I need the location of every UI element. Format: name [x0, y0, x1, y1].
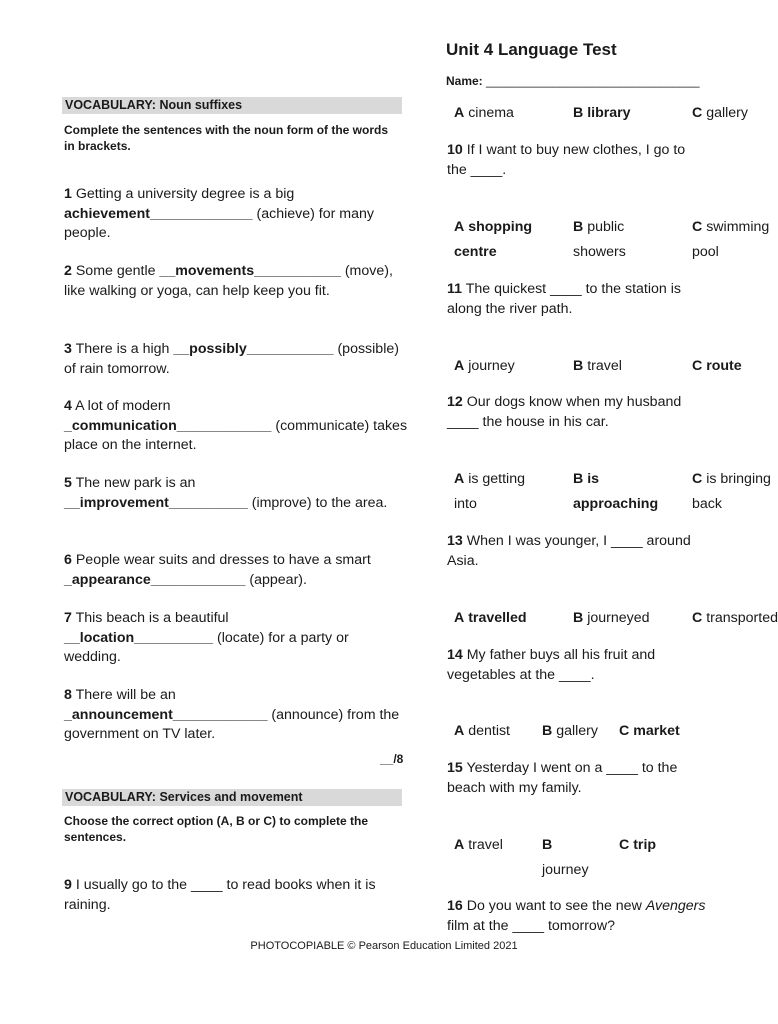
option-12b: B is approaching: [573, 471, 659, 512]
question-number: 1: [64, 186, 72, 202]
question-10: 10 If I want to buy new clothes, I go to the ____.: [447, 142, 686, 178]
option-13b: B journeyed: [573, 610, 650, 626]
option-11a: A journey: [454, 358, 515, 374]
question-7: 7 This beach is a beautiful __location__________ (locate) for a party or wedding.: [64, 610, 349, 665]
option-11b: B travel: [573, 358, 622, 374]
question-1: 1 Getting a university degree is a big achievement_____________ (achieve) for many people.: [64, 186, 374, 241]
option-15b: B journey: [542, 837, 589, 878]
option-14a: A dentist: [454, 723, 511, 739]
section-instructions: Complete the sentences with the noun form of the words in brackets.: [64, 123, 389, 153]
section-heading-noun-suffixes: VOCABULARY: Noun suffixes: [62, 97, 402, 114]
option-12a: A is getting into: [454, 471, 525, 512]
question-4: 4 A lot of modern _communication____________ (communicate) takes place on the internet.: [64, 398, 408, 453]
name-blank: ________________________________: [486, 74, 700, 88]
question-2: 2 Some gentle __movements___________ (move), like walking or yoga, can help keep you fit.: [64, 263, 393, 299]
question-number: 5: [64, 475, 72, 491]
question-number: 4: [64, 398, 72, 414]
question-number: 7: [64, 610, 72, 626]
copyright-footer: PHOTOCOPIABLE © Pearson Education Limited 2021: [250, 940, 518, 952]
option-15c: C trip: [619, 837, 657, 853]
question-13: 13 When I was younger, I ____ around Asia.: [447, 533, 691, 569]
question-number: 14: [447, 647, 463, 663]
question-16: 16 Do you want to see the new Avengers film at the ____ tomorrow?: [447, 898, 706, 934]
section-instructions: Choose the correct option (A, B or C) to complete the sentences.: [64, 814, 369, 844]
option-13a: A travelled: [454, 610, 527, 626]
option-11c: C route: [692, 358, 742, 374]
question-number: 12: [447, 394, 463, 410]
answer: __improvement__________: [64, 494, 248, 511]
question-number: 6: [64, 552, 72, 568]
page-title: Unit 4 Language Test: [446, 40, 617, 59]
question-8: 8 There will be an _announcement____________ (announce) from the government on TV later.: [64, 687, 400, 742]
answer: __location__________: [64, 629, 214, 646]
option-10b: B public showers: [573, 219, 626, 260]
question-number: 15: [447, 760, 463, 776]
question-6: 6 People wear suits and dresses to have a smart _appearance____________ (appear).: [64, 552, 371, 588]
answer: __movements___________: [159, 263, 341, 279]
question-5: 5 The new park is an __improvement__________ (improve) to the area.: [64, 475, 388, 511]
section-score: __/8: [380, 752, 404, 766]
option-9c: C gallery: [692, 105, 748, 121]
question-number: 9: [64, 877, 72, 893]
question-15: 15 Yesterday I went on a ____ to the beach with my family.: [447, 760, 678, 796]
question-number: 13: [447, 533, 463, 549]
section-heading-services-movement: VOCABULARY: Services and movement: [62, 789, 402, 806]
name-field: [446, 74, 700, 88]
option-14b: B gallery: [542, 723, 598, 739]
question-number: 16: [447, 898, 463, 914]
question-9: 9 I usually go to the ____ to read books when it is raining.: [64, 877, 376, 913]
option-10a: A shopping centre: [454, 219, 533, 260]
question-3: 3 There is a high __possibly___________ (possible) of rain tomorrow.: [64, 341, 399, 377]
question-number: 2: [64, 263, 72, 279]
question-11: 11 The quickest ____ to the station is along the river path.: [447, 281, 681, 317]
question-number: 8: [64, 687, 72, 703]
answer: _announcement____________: [64, 706, 268, 723]
name-label: Name:: [446, 74, 483, 88]
option-14c: C market: [619, 723, 680, 739]
option-12c: C is bringing back: [692, 471, 771, 512]
question-14: 14 My father buys all his fruit and vegetables at the ____.: [447, 647, 656, 683]
question-12: 12 Our dogs know when my husband ____ the house in his car.: [447, 394, 682, 430]
option-9a: A cinema: [454, 105, 514, 121]
option-13c: C transported: [692, 610, 778, 626]
answer: achievement_____________: [64, 205, 253, 222]
option-15a: A travel: [454, 837, 503, 853]
question-number: 10: [447, 142, 463, 158]
option-10c: C swimming pool: [692, 219, 770, 260]
answer: __possibly___________: [173, 341, 334, 357]
question-number: 11: [447, 281, 462, 297]
answer: _appearance____________: [64, 571, 246, 588]
option-9b: B library: [573, 105, 631, 121]
answer: _communication____________: [64, 417, 272, 434]
question-number: 3: [64, 341, 72, 357]
